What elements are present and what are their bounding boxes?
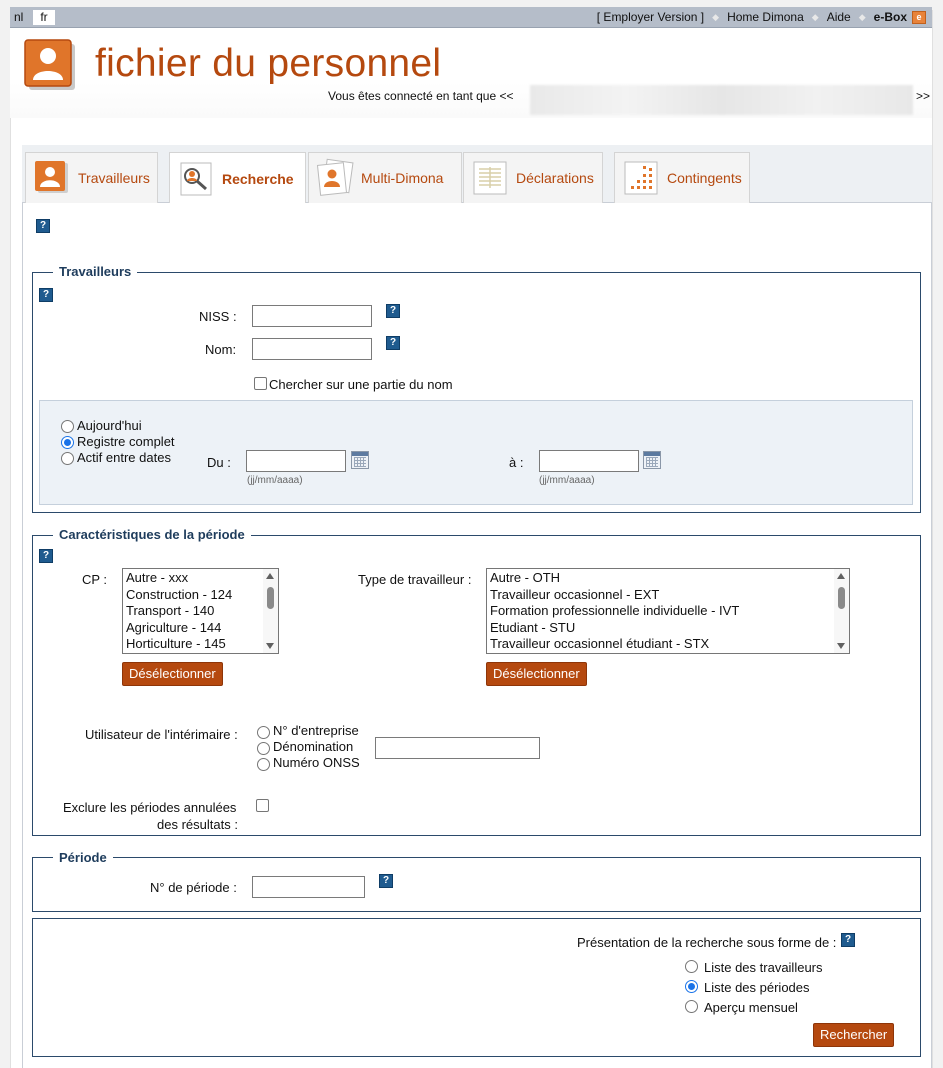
radio-denomination[interactable]	[257, 742, 270, 755]
scrollbar[interactable]	[834, 569, 849, 653]
tab-recherche[interactable]	[169, 152, 306, 204]
home-dimona-link[interactable]: Home Dimona	[727, 10, 804, 24]
help-icon[interactable]: ?	[36, 219, 50, 233]
aide-link[interactable]: Aide	[826, 10, 851, 24]
a-label: à :	[509, 455, 524, 470]
connected-as-suffix: >>	[916, 89, 931, 103]
exclude-cancelled-label: Exclure les périodes annulées	[63, 800, 237, 815]
help-icon[interactable]: ?	[39, 288, 53, 302]
list-item[interactable]: Construction - 124	[126, 586, 233, 602]
help-icon[interactable]: ?	[841, 933, 855, 947]
tab-multi-dimona[interactable]	[308, 152, 462, 203]
partial-name-checkbox[interactable]	[254, 377, 267, 390]
document-lines-icon	[470, 158, 510, 198]
list-item[interactable]: Travailleur occasionnel étudiant - STX	[490, 636, 710, 651]
list-item[interactable]: Travailleur occasionnel - EXT	[490, 586, 660, 602]
top-links	[597, 10, 926, 24]
radio-enterprise-number-label: N° d'entreprise	[273, 723, 359, 738]
radio-denomination-label: Dénomination	[273, 739, 354, 754]
help-icon[interactable]: ?	[386, 304, 400, 318]
tab-label: Recherche	[222, 170, 294, 187]
radio-active-between-label: Actif entre dates	[77, 450, 171, 465]
nom-label: Nom:	[205, 342, 237, 357]
date-format-hint: (jj/mm/aaaa)	[247, 475, 303, 486]
lang-fr-current: fr	[33, 10, 55, 25]
date-format-hint: (jj/mm/aaaa)	[539, 475, 595, 486]
separator-icon: ◆	[811, 11, 819, 22]
date-from-input[interactable]	[246, 450, 346, 472]
travailleurs-legend: Travailleurs	[53, 264, 137, 279]
radio-monthly-overview[interactable]	[685, 1000, 698, 1013]
help-icon[interactable]: ?	[386, 336, 400, 350]
list-item[interactable]: Formation professionnelle individuelle - IVT	[490, 603, 740, 618]
calendar-icon[interactable]	[643, 451, 661, 469]
tab-label: Multi-Dimona	[361, 170, 444, 186]
radio-today[interactable]	[61, 420, 74, 433]
brand-title: fichier du personnel	[95, 42, 442, 85]
deselect-worker-type-button[interactable]: Désélectionner	[486, 662, 587, 686]
partial-name-label: Chercher sur une partie du nom	[269, 377, 453, 392]
niss-label: NISS :	[199, 309, 237, 324]
worker-type-label: Type de travailleur :	[358, 572, 472, 587]
radio-enterprise-number[interactable]	[257, 726, 270, 739]
radio-period-list[interactable]	[685, 980, 698, 993]
list-item[interactable]: Autre - xxx	[126, 570, 189, 585]
cp-label: CP :	[82, 572, 108, 587]
temp-user-input[interactable]	[375, 737, 540, 759]
deselect-cp-button[interactable]: Désélectionner	[122, 662, 223, 686]
radio-today-label: Aujourd'hui	[77, 418, 142, 433]
list-item[interactable]: Autre - OTH	[490, 570, 561, 585]
tab-contingents[interactable]	[614, 152, 750, 203]
exclude-cancelled-checkbox[interactable]	[256, 799, 269, 812]
calendar-icon[interactable]	[351, 451, 369, 469]
period-legend: Période	[53, 850, 113, 865]
scrollbar[interactable]	[263, 569, 278, 653]
tab-declarations[interactable]	[463, 152, 603, 203]
date-to-input[interactable]	[539, 450, 639, 472]
radio-monthly-overview-label: Aperçu mensuel	[704, 1000, 798, 1015]
du-label: Du :	[207, 455, 231, 470]
separator-icon: ◆	[858, 11, 866, 22]
radio-full-register-label: Registre complet	[77, 434, 175, 449]
ebox-icon[interactable]: e	[912, 11, 926, 24]
radio-worker-list-label: Liste des travailleurs	[704, 960, 823, 975]
list-item[interactable]: Agriculture - 144	[126, 619, 222, 635]
radio-worker-list[interactable]	[685, 960, 698, 973]
radio-full-register[interactable]	[61, 436, 74, 449]
ebox-link[interactable]: e-Box	[873, 10, 907, 24]
period-characteristics-legend: Caractéristiques de la période	[53, 527, 251, 542]
person-card-icon	[32, 158, 72, 198]
temp-user-label: Utilisateur de l'intérimaire :	[85, 727, 238, 742]
help-icon[interactable]: ?	[39, 549, 53, 563]
employer-version-link[interactable]: [ Employer Version ]	[596, 10, 705, 24]
blurred-user-info	[530, 85, 913, 115]
help-icon[interactable]: ?	[379, 874, 393, 888]
list-item[interactable]: Horticulture - 145	[126, 636, 226, 651]
exclude-cancelled-label-2: des résultats :	[157, 817, 238, 832]
niss-input[interactable]	[252, 305, 372, 327]
logo-person-icon	[23, 36, 79, 92]
search-person-icon	[176, 159, 216, 199]
presentation-label: Présentation de la recherche sous forme de :	[577, 935, 837, 950]
cp-listbox[interactable]	[122, 568, 279, 654]
tab-label: Déclarations	[516, 170, 594, 186]
period-number-input[interactable]	[252, 876, 365, 898]
tab-travailleurs[interactable]	[25, 152, 158, 203]
nom-input[interactable]	[252, 338, 372, 360]
radio-onss-number[interactable]	[257, 758, 270, 771]
search-button[interactable]: Rechercher	[813, 1023, 894, 1047]
list-item[interactable]: Etudiant - STU	[490, 619, 576, 635]
separator-icon: ◆	[712, 11, 720, 22]
radio-onss-number-label: Numéro ONSS	[273, 755, 360, 770]
dots-grid-icon	[621, 158, 661, 198]
radio-period-list-label: Liste des périodes	[704, 980, 810, 995]
multi-person-icon	[315, 158, 355, 198]
connected-as-text: Vous êtes connecté en tant que <<	[328, 89, 514, 103]
worker-type-listbox[interactable]	[486, 568, 850, 654]
tab-label: Travailleurs	[78, 170, 150, 186]
lang-nl-link[interactable]: nl	[14, 10, 24, 24]
list-item[interactable]: Transport - 140	[126, 603, 215, 618]
top-bar	[10, 7, 932, 28]
tab-label: Contingents	[667, 170, 742, 186]
period-number-label: N° de période :	[150, 880, 237, 895]
radio-active-between[interactable]	[61, 452, 74, 465]
